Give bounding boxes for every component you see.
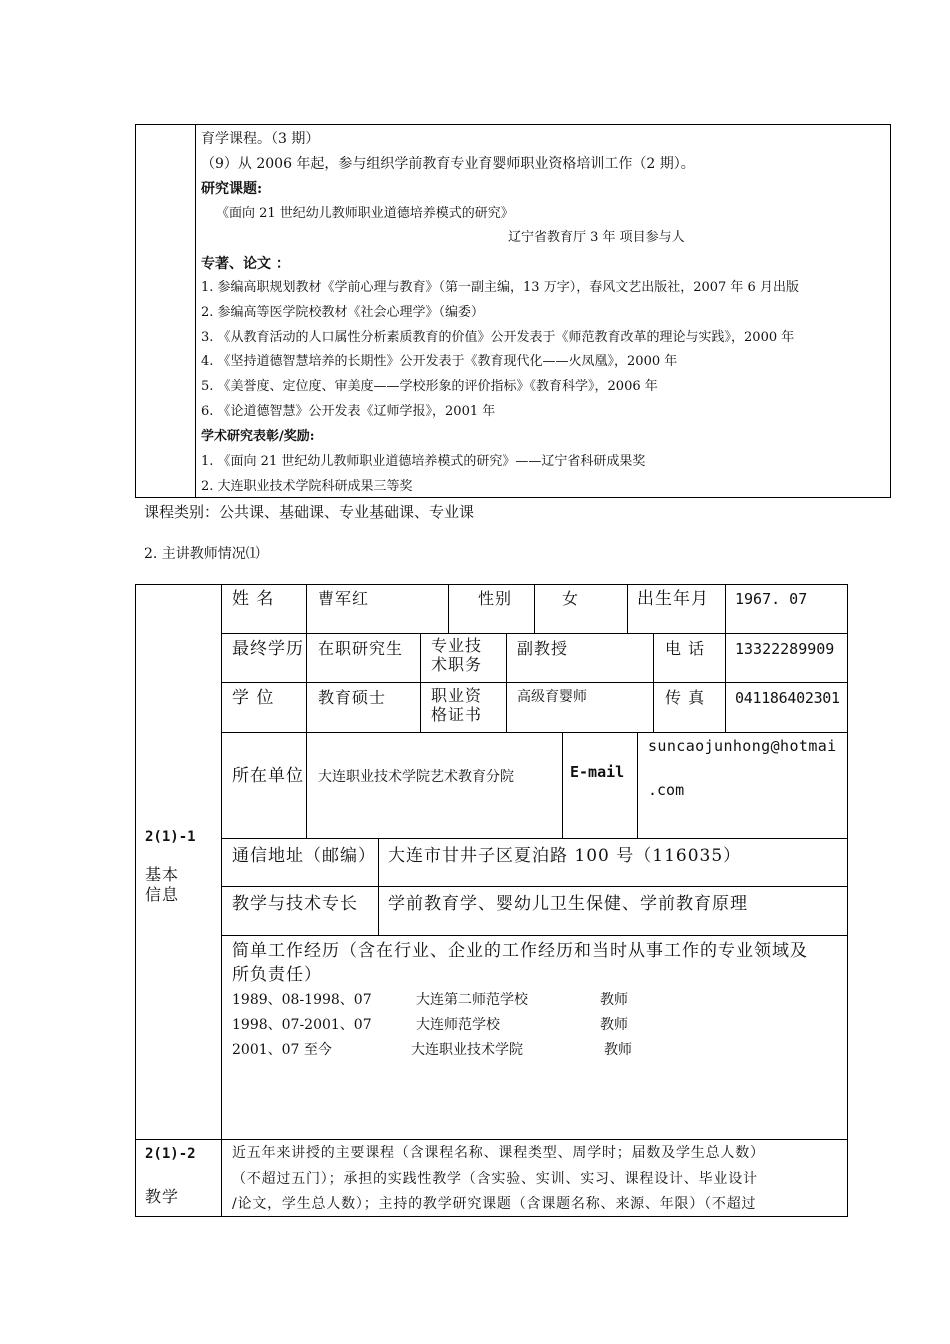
teaching-section-code: 2(1)-2 bbox=[145, 1146, 196, 1162]
publication-item: 2. 参编高等医学院校教材《社会心理学》（编委） bbox=[201, 305, 485, 320]
work-period: 2001、07 至今 bbox=[232, 1042, 332, 1058]
name-label: 姓 名 bbox=[232, 589, 275, 609]
degree-value: 教育硕士 bbox=[318, 688, 387, 707]
birth-label: 出生年月 bbox=[637, 589, 709, 609]
work-period: 1989、08-1998、07 bbox=[232, 992, 372, 1008]
certificate-label: 职业资 bbox=[431, 686, 483, 705]
title-label: 专业技 bbox=[431, 636, 483, 655]
name-value: 曹军红 bbox=[318, 589, 370, 608]
work-role: 教师 bbox=[604, 1042, 632, 1058]
award-item: 1. 《面向 21 世纪幼儿教师职业道德培养模式的研究》——辽宁省科研成果奖 bbox=[201, 454, 646, 469]
research-heading: 研究课题: bbox=[201, 181, 263, 197]
phone-label: 电 话 bbox=[665, 639, 706, 658]
gender-value: 女 bbox=[562, 589, 580, 608]
title-label: 术职务 bbox=[431, 655, 483, 674]
work-organization: 大连第二师范学校 bbox=[416, 992, 528, 1008]
email-label: E-mail bbox=[570, 763, 625, 781]
work-organization: 大连职业技术学院 bbox=[411, 1042, 523, 1058]
phone-value: 13322289909 bbox=[735, 640, 835, 658]
unit-value: 大连职业技术学院艺术教育分院 bbox=[318, 769, 514, 785]
gender-label: 性别 bbox=[478, 589, 513, 608]
publication-item: 4. 《坚持道德智慧培养的长期性》公开发表于《教育现代化——火凤凰》，2000 年 bbox=[201, 354, 678, 369]
publication-item: 3. 《从教育活动的人口属性分析素质教育的价值》公开发表于《师范教育改革的理论与实践》，2000 年 bbox=[201, 330, 795, 345]
teaching-description: （不超过五门）；承担的实践性教学（含实验、实训、实习、课程设计、毕业设计 bbox=[232, 1171, 758, 1187]
title-value: 副教授 bbox=[517, 639, 569, 658]
work-history-heading: 所负责任） bbox=[232, 965, 322, 985]
certificate-label: 格证书 bbox=[431, 705, 483, 724]
publication-item: 1. 参编高职规划教材《学前心理与教育》（第一副主编，13 万字），春风文艺出版社，2007 年 6 月出版 bbox=[201, 280, 799, 295]
fax-label: 传 真 bbox=[665, 688, 706, 707]
section-code: 2(1)-1 bbox=[145, 829, 196, 845]
intro-line: 育学课程。（3 期） bbox=[201, 131, 320, 147]
degree-label: 学 位 bbox=[232, 688, 275, 708]
publication-item: 6. 《论道德智慧》公开发表《辽师学报》，2001 年 bbox=[201, 404, 496, 419]
email-value: suncaojunhong@hotmai bbox=[648, 737, 837, 755]
expertise-value: 学前教育学、婴幼儿卫生保健、学前教育原理 bbox=[388, 894, 748, 914]
work-history-heading: 简单工作经历（含在行业、企业的工作经历和当时从事工作的专业领域及 bbox=[232, 941, 808, 961]
unit-label: 所在单位 bbox=[232, 766, 304, 786]
birth-value: 1967. 07 bbox=[735, 590, 808, 608]
teaching-description: 近五年来讲授的主要课程（含课程名称、课程类型、周学时；届数及学生总人数） bbox=[232, 1145, 765, 1161]
section-label: 基本 bbox=[145, 865, 180, 884]
work-role: 教师 bbox=[600, 992, 628, 1008]
publications-heading: 专著、论文 ： bbox=[201, 256, 290, 272]
fax-value: 041186402301 bbox=[735, 689, 840, 707]
address-value: 大连市甘井子区夏泊路 100 号（116035） bbox=[388, 846, 742, 866]
research-meta: 辽宁省教育厅 3 年 项目参与人 bbox=[508, 230, 685, 245]
item-9: （9）从 2006 年起，参与组织学前教育专业育婴师职业资格培训工作（2 期）。 bbox=[201, 156, 695, 172]
section-title: 2. 主讲教师情况⑴ bbox=[144, 546, 260, 562]
address-label: 通信地址（邮编） bbox=[232, 846, 376, 866]
education-value: 在职研究生 bbox=[318, 639, 404, 658]
course-category: 课程类别：公共课、基础课、专业基础课、专业课 bbox=[144, 503, 475, 521]
education-label: 最终学历 bbox=[232, 639, 304, 659]
publication-item: 5. 《美誉度、定位度、审美度——学校形象的评价指标》《教育科学》，2006 年 bbox=[201, 379, 658, 394]
research-title: 《面向 21 世纪幼儿教师职业道德培养模式的研究》 bbox=[216, 206, 514, 221]
email-value: .com bbox=[648, 781, 685, 799]
expertise-label: 教学与技术专长 bbox=[232, 894, 358, 914]
teaching-description: /论文，学生总人数）；主持的教学研究课题（含课题名称、来源、年限）（不超过 bbox=[232, 1196, 757, 1212]
teaching-section-label: 教学 bbox=[145, 1187, 180, 1206]
work-period: 1998、07-2001、07 bbox=[232, 1017, 372, 1033]
certificate-value: 高级育婴师 bbox=[517, 689, 587, 705]
awards-heading: 学术研究表彰/奖励: bbox=[201, 429, 315, 444]
work-organization: 大连师范学校 bbox=[416, 1017, 500, 1033]
award-item: 2. 大连职业技术学院科研成果三等奖 bbox=[201, 479, 413, 494]
section-label: 信息 bbox=[145, 885, 180, 904]
work-role: 教师 bbox=[600, 1017, 628, 1033]
